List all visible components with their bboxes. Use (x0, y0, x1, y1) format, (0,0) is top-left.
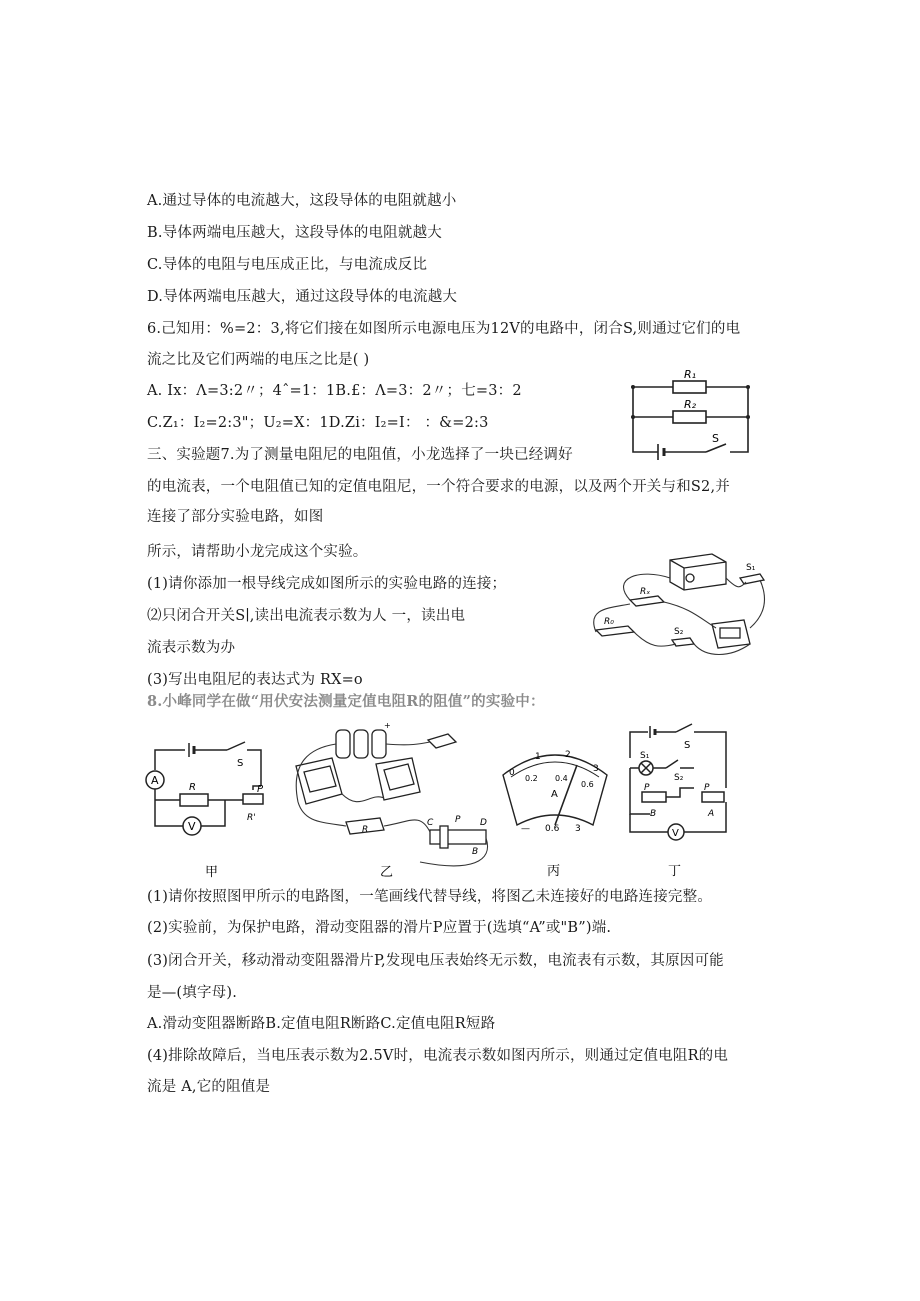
q7-stem-line2: 的电流表，一个电阻值已知的定值电阻尼，一个符合要求的电源，以及两个开关与和S2,并 (147, 479, 730, 495)
q8-r-label: R (189, 782, 196, 793)
ding-p2-label: P (704, 783, 710, 793)
q6-switch-label: S (712, 432, 719, 445)
q8-step4: (4)排除故障后，当电压表示数为2.5V时，电流表示数如图丙所示，则通过定值电阻R的电 (147, 1048, 729, 1064)
q8-step3-cont: 是—(填字母). (147, 985, 238, 1001)
q7-step2: ⑵只闭合开关S∣,读出电流表示数为人 一，读出电 (147, 608, 466, 624)
q8-yi-c-label: C (427, 818, 434, 828)
option-a: A.通过导体的电流越大，这段导体的电阻就越小 (147, 193, 457, 209)
q6-r1-label: R₁ (684, 368, 697, 381)
ding-s-label: S (684, 740, 691, 751)
q7-s1-label: S₁ (746, 563, 756, 573)
q6-options-ab: A. Ix：Λ=3:2〃；4ˆ=1：1B.£：Λ=3：2〃；七=3：2 (147, 383, 522, 399)
q8-yi-d-label: D (480, 818, 487, 828)
q8-plus-mark: + (384, 722, 391, 730)
q6-stem-line2: 流之比及它们两端的电压之比是( ) (147, 352, 370, 368)
q8-step4-cont: 流是 A,它的阻值是 (147, 1079, 271, 1095)
option-c: C.导体的电阻与电压成正比，与电流成反比 (147, 257, 428, 273)
q6-r2-label: R₂ (684, 398, 697, 411)
q7-step1: (1)请你添加一根导线完成如图所示的实验电路的连接； (147, 576, 507, 592)
q8-yi-r-label: R (362, 825, 369, 835)
dial-label-0-4: 0.4 (555, 774, 568, 783)
q8-rprime-label: R' (247, 813, 256, 823)
q8-diagram-ding (620, 718, 738, 880)
q8-ammeter-dial-bing (495, 735, 615, 880)
q7-rx-label: Rₓ (640, 587, 651, 597)
caption-ding: 丁 (668, 864, 682, 879)
q7-stem-line4: 所示，请帮助小龙完成这个实验。 (147, 544, 368, 560)
q8-ammeter-label: A (151, 774, 159, 787)
q7-s2-label: S₂ (674, 627, 684, 637)
dial-label-2: 2 (565, 750, 571, 760)
q7-stem-line1: 三、实验题7.为了测量电阻尼的电阻值，小龙选择了一块已经调好 (147, 447, 573, 463)
q8-title: 8.小峰同学在做“用伏安法测量定值电阻R的阻值”的实验中： (147, 693, 545, 710)
dial-label-0-2: 0.2 (525, 774, 538, 783)
caption-yi: 乙 (380, 865, 394, 880)
q8-yi-p-label: P (455, 815, 461, 825)
q6-options-cd: C.Z₁：I₂=2:3"；U₂=X：1D.Zi：I₂=I： ：&=2:3 (147, 415, 489, 431)
dial-label-1: 1 (535, 752, 541, 762)
q8-step3: (3)闭合开关，移动滑动变阻器滑片P,发现电压表始终无示数，电流表有示数，其原因可能 (147, 953, 724, 969)
ding-p1-label: P (644, 783, 650, 793)
q7-r0-label: R₀ (604, 617, 614, 627)
q8-apparatus-yi (280, 722, 500, 880)
q8-step2: (2)实验前，为保护电路，滑动变阻器的滑片P应置于(选填“A”或"B”)端. (147, 920, 612, 936)
q8-voltmeter-label: V (188, 820, 196, 833)
dial-label-0: 0 (509, 768, 515, 778)
q8-diagram-jia (145, 730, 270, 880)
option-d: D.导体两端电压越大，通过这段导体的电流越大 (147, 289, 458, 305)
dial-terminal-minus: — (521, 824, 530, 834)
caption-bing: 丙 (547, 864, 561, 879)
q7-step2-cont: 流表示数为办 (147, 640, 236, 656)
q8-yi-b-label: B (472, 847, 479, 857)
ding-s1-label: S₁ (640, 751, 650, 761)
dial-label-0-6: 0.6 (581, 780, 594, 789)
q8-step1: (1)请你按照图甲所示的电路图，一笔画线代替导线，将图乙未连接好的电路连接完整。 (147, 889, 713, 905)
ding-a-label: A (708, 809, 715, 819)
q7-apparatus-figure (590, 548, 770, 668)
q8-p-label: P (257, 784, 264, 795)
ding-b-label: B (650, 809, 657, 819)
option-b: B.导体两端电压越大，这段导体的电阻就越大 (147, 225, 442, 241)
q7-step3: (3)写出电阻尼的表达式为 RX=o (147, 672, 363, 688)
q8-s-label: S (237, 758, 244, 769)
dial-unit-label: A (551, 789, 558, 800)
dial-label-3: 3 (593, 764, 599, 774)
caption-jia: 甲 (205, 865, 219, 880)
dial-terminal-0-6: 0.6 (545, 824, 560, 834)
q6-stem-line1: 6.己知用：%=2：3,将它们接在如图所示电源电压为12V的电路中，闭合S,则通过它们的电 (147, 321, 741, 337)
dial-terminal-3: 3 (575, 824, 581, 834)
ding-s2-label: S₂ (674, 773, 684, 783)
ding-v-label: V (672, 828, 679, 839)
q8-choices: A.滑动变阻器断路B.定值电阻R断路C.定值电阻R短路 (147, 1016, 496, 1032)
q7-stem-line3: 连接了部分实验电路，如图 (147, 509, 324, 525)
q6-parallel-circuit-figure (598, 352, 773, 462)
